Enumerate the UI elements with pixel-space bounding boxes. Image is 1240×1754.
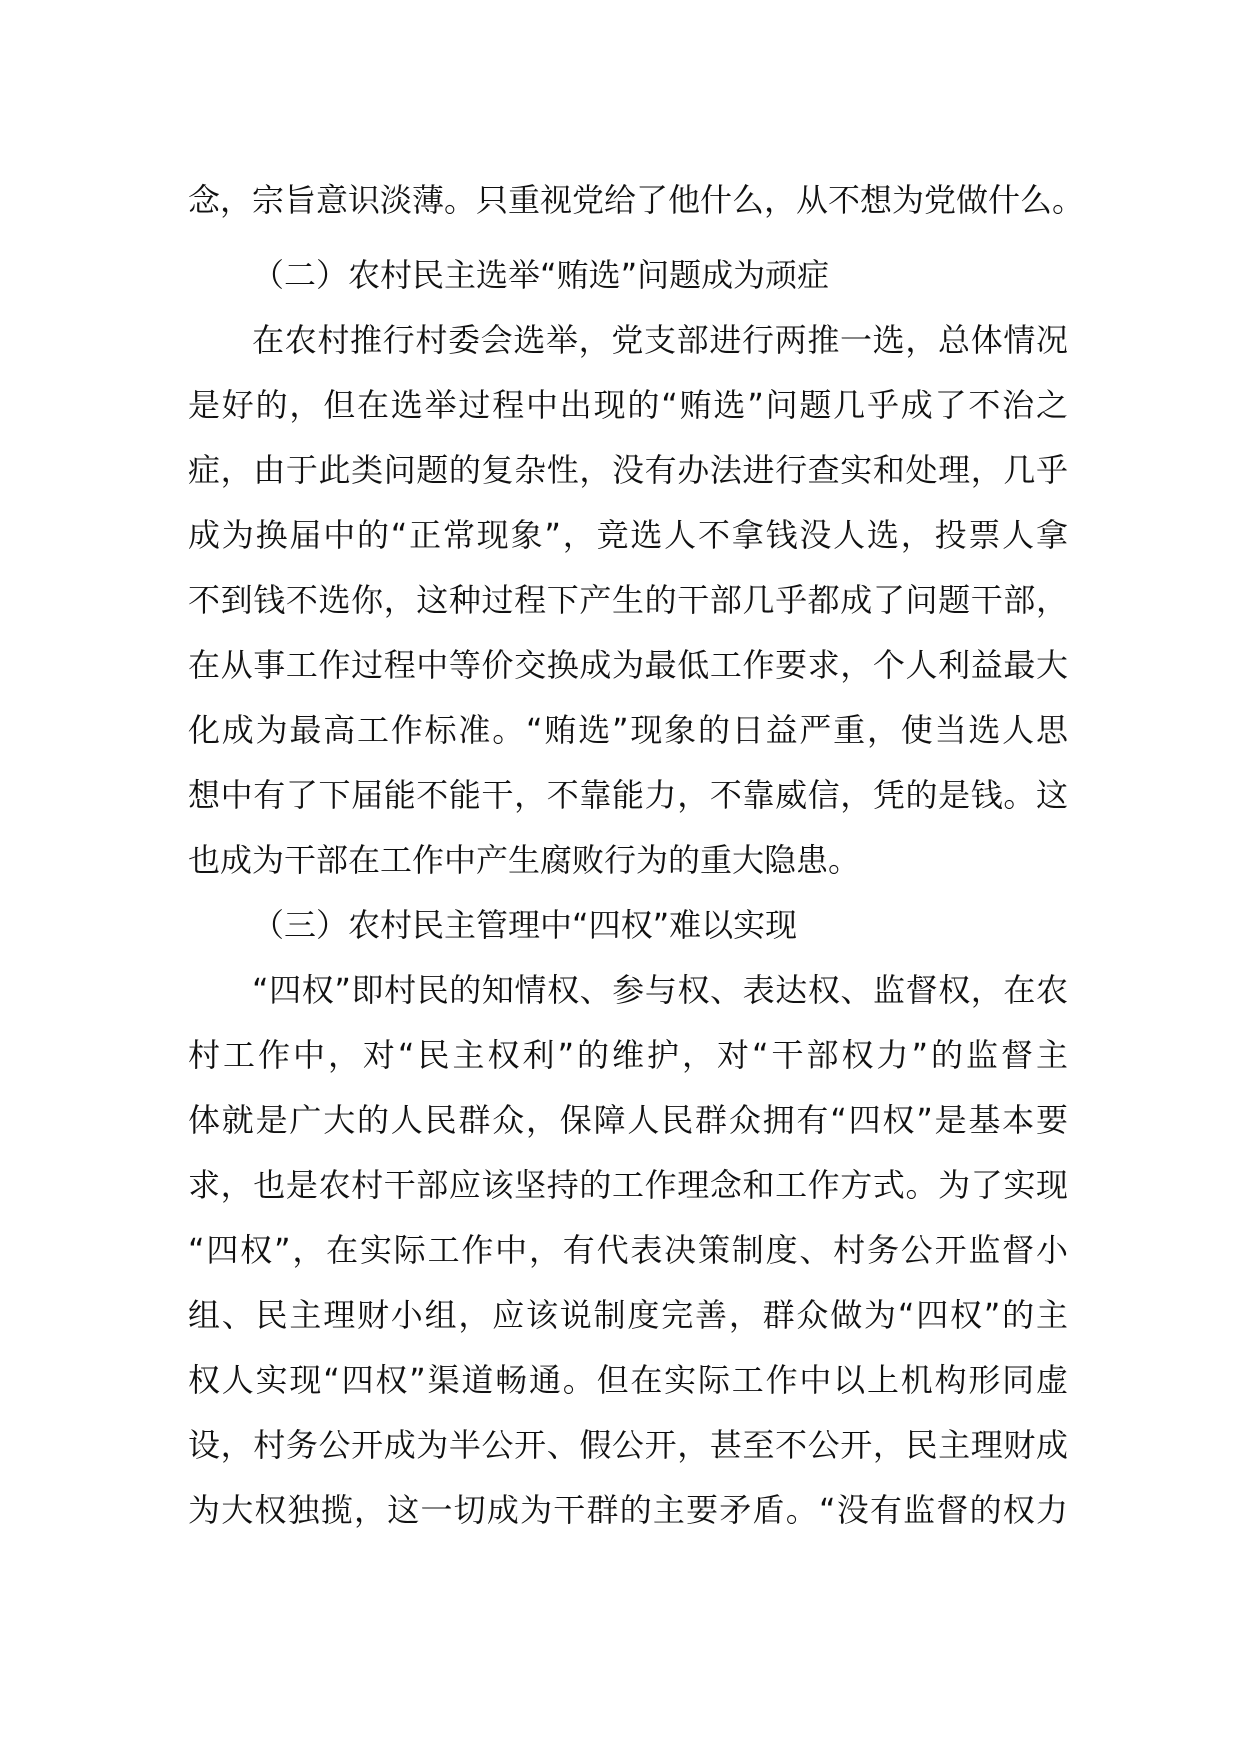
- text-line: 在从事工作过程中等价交换成为最低工作要求，个人利益最大: [188, 646, 1068, 684]
- text-line: 化成为最高工作标准。“贿选”现象的日益严重，使当选人思: [188, 711, 1068, 749]
- section-heading: （三）农村民主管理中“四权”难以实现: [252, 906, 798, 944]
- text-line: 想中有了下届能不能干，不靠能力，不靠威信，凭的是钱。这: [188, 776, 1068, 814]
- text-line: 求，也是农村干部应该坚持的工作理念和工作方式。为了实现: [188, 1166, 1068, 1204]
- text-line: 体就是广大的人民群众，保障人民群众拥有“四权”是基本要: [188, 1101, 1068, 1139]
- text-line: “四权”即村民的知情权、参与权、表达权、监督权，在农: [252, 971, 1068, 1009]
- text-line: 组、民主理财小组，应该说制度完善，群众做为“四权”的主: [188, 1296, 1068, 1334]
- text-line: 症，由于此类问题的复杂性，没有办法进行查实和处理，几乎: [188, 451, 1068, 489]
- text-line: 也成为干部在工作中产生腐败行为的重大隐患。: [188, 841, 861, 879]
- text-line: 不到钱不选你，这种过程下产生的干部几乎都成了问题干部，: [188, 581, 1068, 619]
- paragraph-gap: [188, 233, 1068, 243]
- text-line: 村工作中，对“民主权利”的维护，对“干部权力”的监督主: [188, 1036, 1068, 1074]
- text-line: 念，宗旨意识淡薄。只重视党给了他什么，从不想为党做什么。: [188, 181, 1085, 219]
- text-line: 是好的，但在选举过程中出现的“贿选”问题几乎成了不治之: [188, 386, 1068, 424]
- text-line: 成为换届中的“正常现象”，竞选人不拿钱没人选，投票人拿: [188, 516, 1068, 554]
- section-heading: （二）农村民主选举“贿选”问题成为顽症: [252, 256, 830, 294]
- text-line: 权人实现“四权”渠道畅通。但在实际工作中以上机构形同虚: [188, 1361, 1068, 1399]
- document-body: [188, 168, 1085, 1543]
- text-line: 在农村推行村委会选举，党支部进行两推一选，总体情况: [252, 321, 1068, 359]
- text-line: 为大权独揽，这一切成为干群的主要矛盾。“没有监督的权力: [188, 1491, 1068, 1529]
- text-line: 设，村务公开成为半公开、假公开，甚至不公开，民主理财成: [188, 1426, 1068, 1464]
- text-line: “四权”，在实际工作中，有代表决策制度、村务公开监督小: [188, 1231, 1068, 1269]
